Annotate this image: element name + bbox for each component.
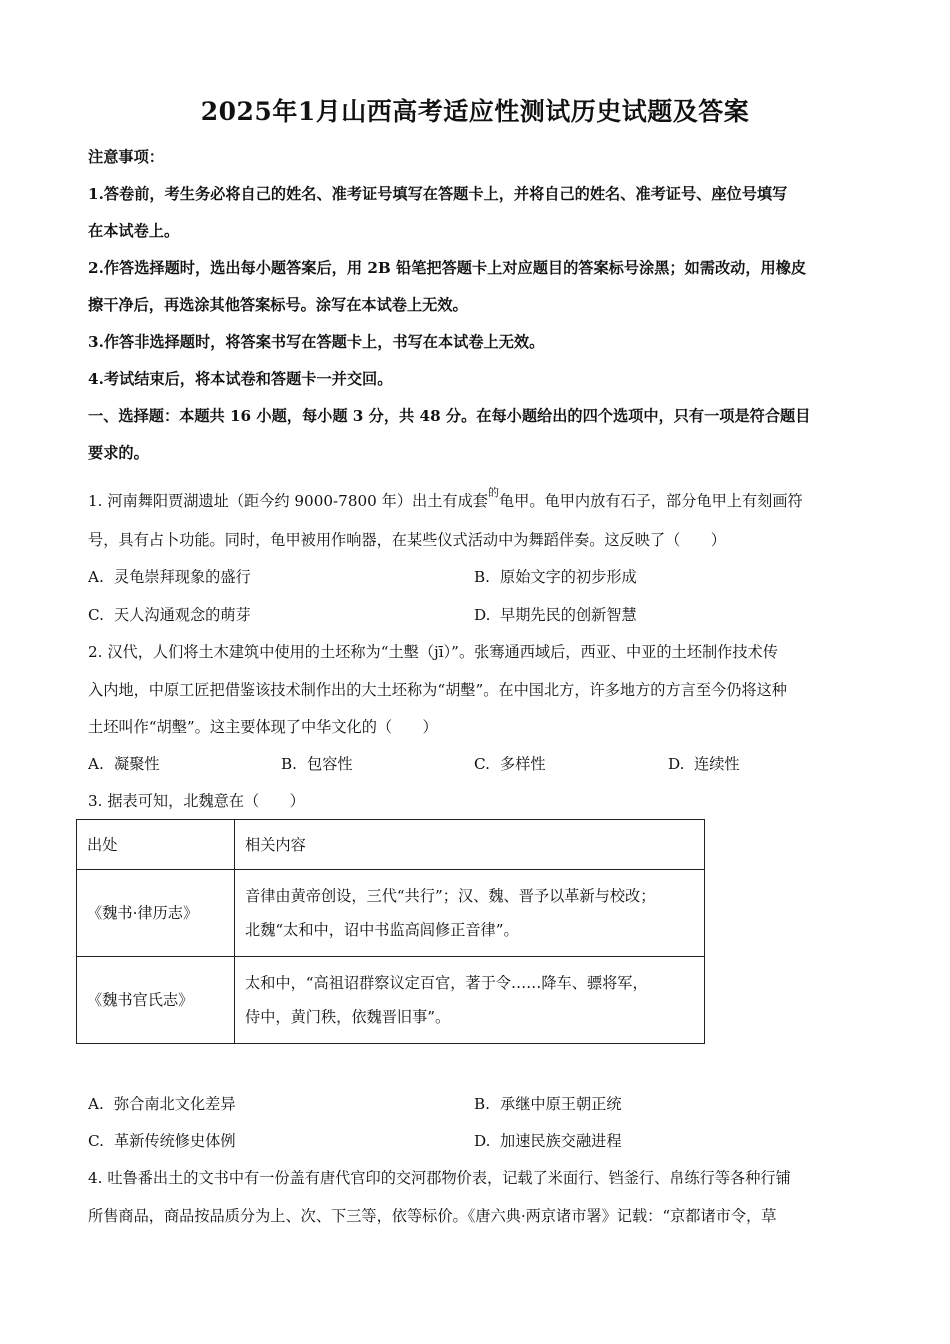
option-text: 早期先民的创新智慧 — [500, 606, 637, 624]
question-1-option-a[interactable] — [88, 566, 251, 587]
option-key: A. — [88, 568, 104, 586]
notice-item-1-line-2: 在本试卷上。 — [88, 222, 180, 240]
question-3-option-b[interactable] — [474, 1093, 622, 1114]
option-key: A. — [88, 755, 104, 773]
option-key: D. — [668, 755, 685, 773]
question-4-line-2: 所售商品，商品按品质分为上、次、下三等，依等标价。《唐六典·两京诸市署》记载：“京都诸市令，草 — [88, 1207, 777, 1225]
table-cell-content — [235, 957, 705, 1044]
question-3-option-a[interactable] — [88, 1093, 236, 1114]
option-text: 革新传统修史体例 — [114, 1132, 236, 1150]
option-key: D. — [474, 1132, 491, 1150]
question-3-stem: 3. 据表可知，北魏意在（ ） — [88, 792, 305, 810]
option-key: C. — [474, 755, 490, 773]
notice-item-2-line-2: 擦干净后，再选涂其他答案标号。涂写在本试卷上无效。 — [88, 296, 468, 314]
question-3-option-c[interactable] — [88, 1130, 236, 1151]
option-text: 原始文字的初步形成 — [500, 568, 637, 586]
question-1-text-b: 龟甲。龟甲内放有石子，部分龟甲上有刻画符 — [498, 492, 803, 511]
notice-item-4: 4.考试结束后，将本试卷和答题卡一并交回。 — [88, 370, 393, 388]
notice-item-2-line-1: 2.作答选择题时，选出每小题答案后，用 2B 铅笔把答题卡上对应题目的答案标号涂黑；如需改动，用橡皮 — [88, 259, 807, 277]
question-4-line-1: 4. 吐鲁番出土的文书中有一份盖有唐代官印的交河郡物价表，记载了米面行、铛釜行、帛练行等各种行铺 — [88, 1169, 791, 1187]
option-key: B. — [474, 1095, 490, 1113]
table-row — [77, 870, 705, 957]
option-key: C. — [88, 1132, 104, 1150]
option-text: 承继中原王朝正统 — [500, 1095, 622, 1113]
option-key: D. — [474, 606, 491, 624]
section-1-heading-line-1: 一、选择题：本题共 16 小题，每小题 3 分，共 48 分。在每小题给出的四个选项中，只有一项是符合题目 — [88, 407, 811, 425]
question-1-line-2: 号，具有占卜功能。同时，龟甲被用作响器，在某些仪式活动中为舞蹈伴奏。这反映了（ ） — [88, 531, 726, 549]
table-header-source: 出处 — [77, 820, 235, 870]
option-key: B. — [474, 568, 490, 586]
notice-item-1-line-1: 1.答卷前，考生务必将自己的姓名、准考证号填写在答题卡上，并将自己的姓名、准考证号、座位号填写 — [88, 185, 788, 203]
option-key: C. — [88, 606, 104, 624]
question-1-line-1 — [88, 488, 864, 511]
table-header-content: 相关内容 — [235, 820, 705, 870]
notice-item-3: 3.作答非选择题时，将答案书写在答题卡上，书写在本试卷上无效。 — [88, 333, 545, 351]
option-text: 凝聚性 — [114, 755, 160, 773]
table-header-row — [77, 820, 705, 870]
question-1-superscript: 的 — [487, 486, 499, 499]
question-2-option-b[interactable] — [281, 753, 353, 774]
question-3-table — [76, 819, 705, 1044]
option-text: 多样性 — [500, 755, 546, 773]
question-1-text-a: 1. 河南舞阳贾湖遗址（距今约 9000-7800 年）出土有成套 — [88, 492, 488, 511]
option-text: 连续性 — [694, 755, 740, 773]
option-text: 包容性 — [307, 755, 353, 773]
option-text: 弥合南北文化差异 — [114, 1095, 236, 1113]
page-title: 2025年1月山西高考适应性测试历史试题及答案 — [200, 97, 750, 126]
table-cell-line: 太和中，“高祖诏群察议定百官，著于令……降车、骠将军， — [245, 974, 648, 992]
option-text: 灵龟崇拜现象的盛行 — [114, 568, 251, 586]
notice-heading: 注意事项： — [88, 148, 164, 166]
option-text: 天人沟通观念的萌芽 — [114, 606, 251, 624]
question-2-line-1: 2. 汉代，人们将土木建筑中使用的土坯称为“土墼（jī）”。张骞通西域后，西亚、中亚的土坯制作技术传 — [88, 643, 778, 661]
option-key: A. — [88, 1095, 104, 1113]
question-1-option-b[interactable] — [474, 566, 637, 587]
question-3-option-d[interactable] — [474, 1130, 622, 1151]
table-cell-content — [235, 870, 705, 957]
table-cell-line: 北魏“太和中，诏中书监高闾修正音律”。 — [245, 921, 519, 939]
question-2-option-c[interactable] — [474, 753, 546, 774]
table-row — [77, 957, 705, 1044]
question-2-line-2: 入内地，中原工匠把借鉴该技术制作出的大土坯称为“胡墼”。在中国北方，许多地方的方言至今仍将这种 — [88, 681, 787, 699]
table-cell-line: 音律由黄帝创设，三代“共行”；汉、魏、晋予以革新与校改； — [245, 887, 656, 905]
question-1-option-c[interactable] — [88, 604, 251, 625]
option-key: B. — [281, 755, 297, 773]
table-cell-source: 《魏书·律历志》 — [77, 870, 235, 957]
question-1-option-d[interactable] — [474, 604, 637, 625]
question-2-option-a[interactable] — [88, 753, 160, 774]
question-2-line-3: 土坯叫作“胡墼”。这主要体现了中华文化的（ ） — [88, 718, 438, 736]
table-cell-line: 侍中，黄门秩，依魏晋旧事”。 — [245, 1008, 451, 1026]
table-cell-source: 《魏书官氏志》 — [77, 957, 235, 1044]
section-1-heading-line-2: 要求的。 — [88, 444, 149, 462]
option-text: 加速民族交融进程 — [500, 1132, 622, 1150]
question-2-option-d[interactable] — [668, 753, 740, 774]
